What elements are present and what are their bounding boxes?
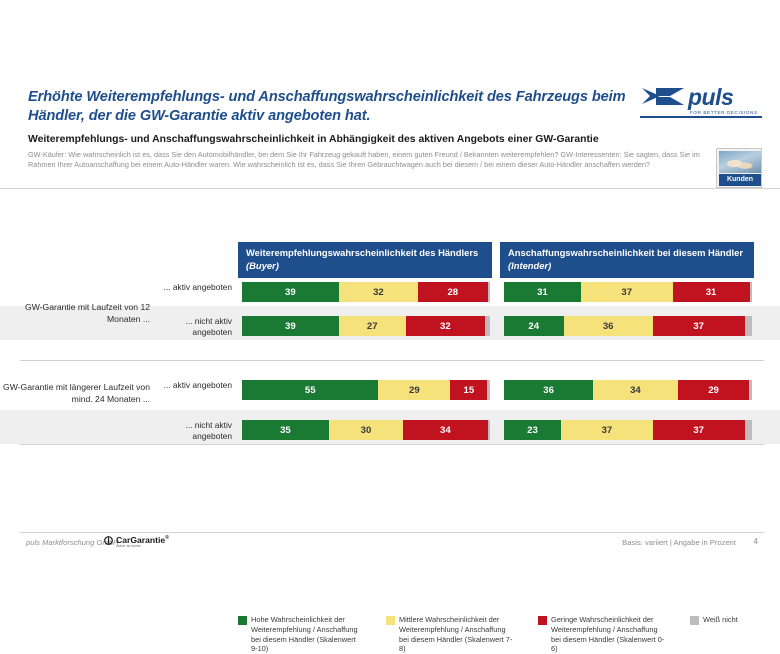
bar-segment-0: 36 [504,380,593,400]
bar-segment-0: 35 [242,420,329,440]
footer-partner-name: CarGarantie [116,535,166,545]
kunden-badge [716,148,762,188]
puls-logo-tagline: FOR BETTER DECISIONS [690,110,758,115]
bar-segment-3 [485,316,490,336]
bar-segment-0: 55 [242,380,378,400]
slide [0,40,780,654]
puls-logo [640,86,762,122]
bar-segment-1: 32 [339,282,418,302]
bar-segment-3 [749,380,751,400]
bar-segment-1: 30 [329,420,403,440]
bar-segment-2: 37 [653,316,745,336]
group-label-1: GW-Garantie mit längerer Laufzeit von mind. 24 Monaten ... [3,382,150,404]
column-header-buyer-sub: (Buyer) [246,259,279,271]
kunden-photo [719,151,761,173]
bar-segment-1: 29 [378,380,450,400]
legend-swatch-yellow [386,616,395,625]
bar-segment-1: 37 [581,282,673,302]
column-header-buyer [238,242,492,278]
bar-segment-0: 39 [242,316,339,336]
bar-segment-2: 15 [450,380,487,400]
row-label-0: ... aktiv angeboten [163,282,232,292]
bar-segment-3 [745,420,752,440]
footer-partner-sub: sicher ist sicher [116,544,141,548]
bar-intender-row-1 [504,316,752,336]
logo-rule [640,116,762,118]
bar-segment-3 [488,420,490,440]
bar-segment-2: 29 [678,380,750,400]
bar-buyer-row-2 [242,380,490,400]
chart-subtitle: Weiterempfehlungs- und Anschaffungswahrscheinlichkeit in Abhängigkeit des aktiven Angebots einer GW-Garantie [28,134,599,145]
column-header-intender-title: Anschaffungswahrscheinlichkeit bei diesem Händler [508,247,743,258]
legend-swatch-green [238,616,247,625]
bar-segment-2: 28 [418,282,487,302]
legend-item-2 [538,615,666,654]
bar-segment-0: 31 [504,282,581,302]
legend-item-3 [690,615,770,625]
puls-arrow-icon [640,86,686,112]
bar-segment-3 [488,282,490,302]
row-label-2: ... aktiv angeboten [163,380,232,390]
bar-segment-3 [750,282,752,302]
group-divider [20,360,764,361]
footer-company: puls Marktforschung GmbH [26,538,119,547]
group-divider [20,444,764,445]
bar-buyer-row-0 [242,282,490,302]
row-label-1: ... nicht aktiv angeboten [185,316,232,337]
column-header-intender [500,242,754,278]
bar-segment-1: 36 [564,316,653,336]
legend-swatch-red [538,616,547,625]
group-label-0: GW-Garantie mit Laufzeit von 12 Monaten ... [25,302,150,324]
question-text: GW-Käufer: Wie wahrscheinlich ist es, dass Sie den Automobilhändler, bei dem Sie Ihr Fahrzeug gekauft haben, einem guten Freund / Bekannten weiterempfehlen? GW-Interessenten: Sie sagten, dass Sie im Rahmen Ihrer Autoanschaffung bei einem Auto-Händler waren. Wie wahrscheinlich ist es, dass Sie Ihren Gebrauchtwagen auch bei diesem / bei einem dieser Auto-Händler anschaffen werden? [28,150,700,169]
column-header-intender-sub: (Intender) [508,259,552,271]
bar-segment-3 [487,380,489,400]
bar-segment-2: 34 [403,420,487,440]
bar-segment-2: 31 [673,282,750,302]
bar-segment-0: 24 [504,316,564,336]
bar-segment-1: 34 [593,380,677,400]
kunden-badge-label: Kunden [719,174,761,186]
bar-segment-2: 37 [653,420,745,440]
bar-buyer-row-3 [242,420,490,440]
bar-segment-2: 32 [406,316,485,336]
bar-segment-0: 39 [242,282,339,302]
row-label-3: ... nicht aktiv angeboten [185,420,232,441]
legend-label-3: Weiß nicht [703,615,738,624]
legend-label-0: Hohe Wahrscheinlichkeit der Weiterempfehlung / Anschaffung bei diesem Händler (Skalenwert 9-10) [251,615,358,654]
legend-label-2: Geringe Wahrscheinlichkeit der Weiterempfehlung / Anschaffung bei diesem Händler (Skalenwert 0-6) [551,615,665,654]
footer-page-number: 4 [753,537,758,546]
legend-swatch-grey [690,616,699,625]
bar-intender-row-2 [504,380,752,400]
legend-item-1 [386,615,514,654]
page-title: Erhöhte Weiterempfehlungs- und Anschaffungswahrscheinlichkeit des Fahrzeugs beim Händler, der die GW-Garantie aktiv angeboten hat. [28,89,626,124]
bar-buyer-row-1 [242,316,490,336]
header-divider [0,188,780,189]
footer-basis: Basis: variiert | Angabe in Prozent [622,538,736,547]
footer-divider [20,532,764,533]
puls-logo-text: puls [688,84,734,110]
cargarantie-logo-icon [104,536,113,545]
bar-intender-row-0 [504,282,752,302]
bar-segment-1: 37 [561,420,653,440]
column-header-buyer-title: Weiterempfehlungswahrscheinlichkeit des Händlers [246,247,479,258]
legend-label-1: Mittlere Wahrscheinlichkeit der Weiterempfehlung / Anschaffung bei diesem Händler (Skalenwert 7-8) [399,615,513,654]
bar-intender-row-3 [504,420,752,440]
bar-segment-3 [745,316,752,336]
footer-partner-sup: ® [165,535,169,542]
footer-partner [116,535,169,548]
legend-item-0 [238,615,363,654]
bar-segment-1: 27 [339,316,406,336]
bar-segment-0: 23 [504,420,561,440]
